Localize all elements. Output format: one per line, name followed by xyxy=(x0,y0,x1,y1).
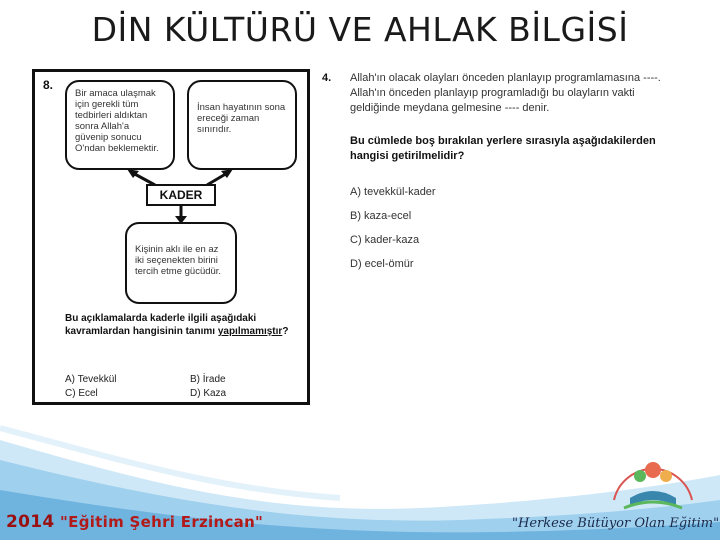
footer-year: 2014 xyxy=(6,512,55,532)
concept-bubble-ecel: İnsan hayatının sona ereceği zaman sınırıdır. xyxy=(187,80,297,170)
question-8-underlined: yapılmamıştır xyxy=(217,326,283,337)
concept-bubble-tevekkul: Bir amaca ulaşmak için gerekli tüm tedbirleri aldıktan sonra Allah'a güvenip sonucu O'ndan beklemektir. xyxy=(65,80,175,170)
footer-slogan-left xyxy=(6,512,263,532)
kader-label: KADER xyxy=(146,184,216,206)
q8-option-b[interactable]: B) İrade xyxy=(190,374,226,385)
q8-option-a[interactable]: A) Tevekkül xyxy=(65,374,117,385)
slide-title: DİN KÜLTÜRÜ VE AHLAK BİLGİSİ xyxy=(91,10,629,49)
footer-slogan-text: "Eğitim Şehri Erzincan" xyxy=(60,513,264,531)
question-8-box xyxy=(32,69,310,405)
footer-slogan-right: "Herkese Bütüyor Olan Eğitim" xyxy=(512,516,720,531)
concept-bubble-irade: Kişinin aklı ile en az iki seçenekten birini tercih etme gücüdür. xyxy=(125,222,237,304)
q4-choice-c[interactable]: C) kader-kaza xyxy=(350,234,420,246)
education-directorate-logo xyxy=(604,440,702,522)
q4-choice-a[interactable]: A) tevekkül-kader xyxy=(350,186,436,198)
q4-choice-d[interactable]: D) ecel-ömür xyxy=(350,258,414,270)
question-8-text xyxy=(65,312,295,338)
question-4-number: 4. xyxy=(322,72,332,84)
q8-option-d[interactable]: D) Kaza xyxy=(190,388,227,399)
q8-option-c[interactable]: C) Ecel xyxy=(65,388,98,399)
question-8-end: ? xyxy=(282,326,289,337)
question-4-ask: Bu cümlede boş bırakılan yerlere sırasıyla aşağıdakilerden hangisi getirilmelidir? xyxy=(350,135,656,162)
q4-choice-b[interactable]: B) kaza-ecel xyxy=(350,210,412,222)
question-8-text-part1: Bu açıklamalarda kaderle ilgili aşağıdaki kavramlardan hangisinin tanımı xyxy=(65,313,257,337)
question-4-stem: Allah'ın olacak olayları önceden planlayıp programlamasına ----. Allah'ın önceden planlayıp programladığı bu olayların vakti geldiğinde meydana gelmesine ---- denir. xyxy=(350,72,661,114)
question-8-number: 8. xyxy=(43,78,54,92)
